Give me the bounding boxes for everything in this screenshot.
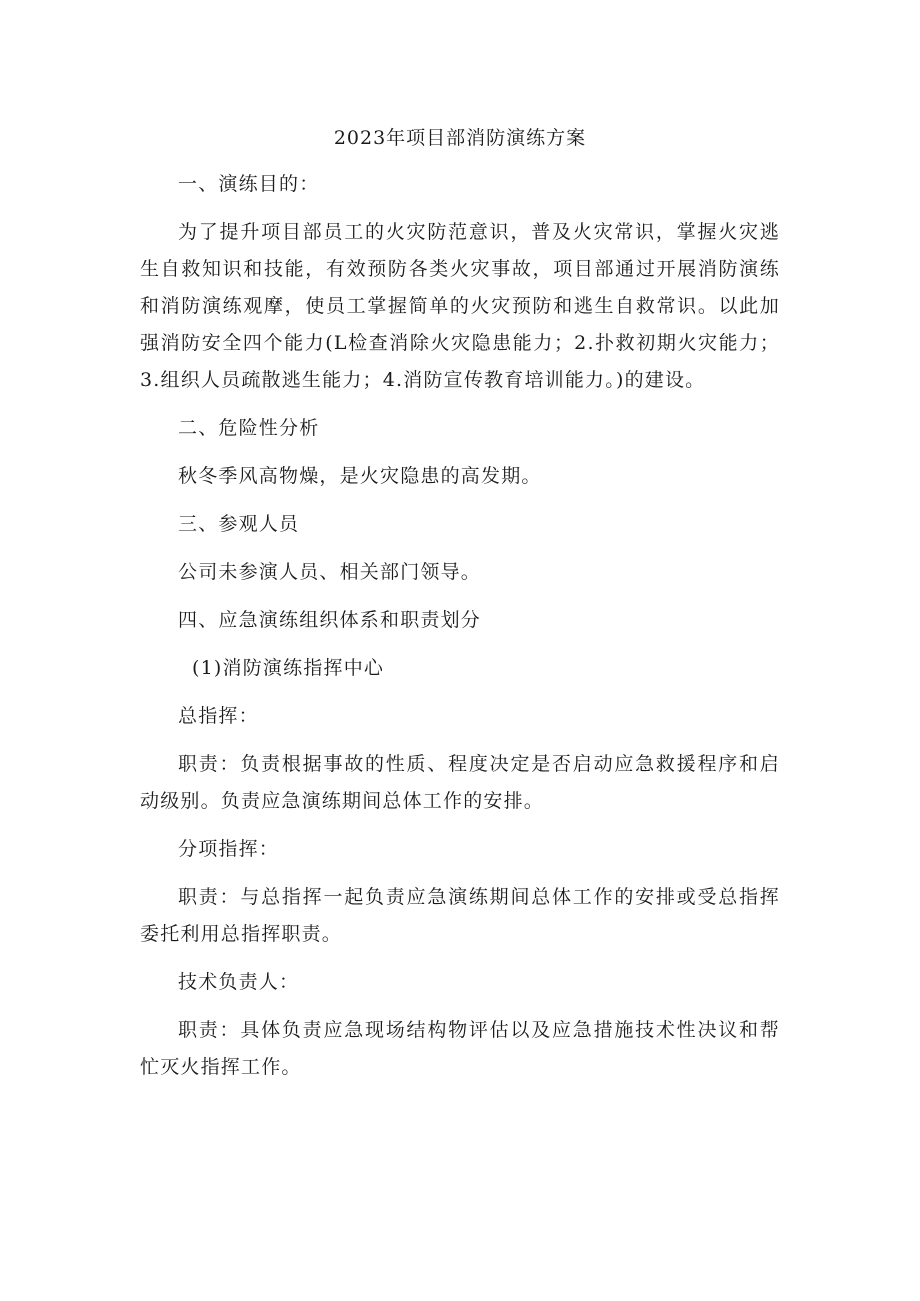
paragraph-sub-commander-duties: 职责：与总指挥一起负责应急演练期间总体工作的安排或受总指挥委托利用总指挥职责。: [140, 886, 780, 945]
paragraph-chief-commander-duties: 职责：负责根据事故的性质、程度决定是否启动应急救援程序和启动级别。负责应急演练期间总体工作的安排。: [140, 753, 780, 812]
subsection-command-center: (1)消防演练指挥中心: [192, 657, 385, 679]
section-heading-observers: 三、参观人员: [178, 513, 300, 535]
document-body: [140, 166, 780, 1097]
paragraph-risk-analysis: 秋冬季风高物燥，是火灾隐患的高发期。: [178, 465, 542, 487]
document-title: 2023年项目部消防演练方案: [333, 127, 587, 149]
section-heading-risk-analysis: 二、危险性分析: [178, 417, 320, 439]
paragraph-observers: 公司未参演人员、相关部门领导。: [178, 561, 482, 583]
role-heading-chief-commander: 总指挥：: [178, 705, 259, 727]
section-heading-purpose: 一、演练目的：: [178, 173, 320, 195]
role-heading-sub-commander: 分项指挥：: [178, 838, 280, 860]
role-heading-technical-lead: 技术负责人：: [178, 971, 300, 993]
section-heading-organization: 四、应急演练组织体系和职责划分: [178, 609, 482, 631]
paragraph-technical-lead-duties: 职责：具体负责应急现场结构物评估以及应急措施技术性决议和帮忙灭火指挥工作。: [140, 1019, 780, 1078]
paragraph-purpose: 为了提升项目部员工的火灾防范意识，普及火灾常识，掌握火灾逃生自救知识和技能，有效预防各类火灾事故，项目部通过开展消防演练和消防演练观摩，使员工掌握简单的火灾预防和逃生自救常识。以此加强消防安全四个能力(L检查消除火灾隐患能力；2.扑救初期火灾能力；3.组织人员疏散逃生能力；4.消防宣传教育培训能力。)的建设。: [140, 221, 780, 391]
